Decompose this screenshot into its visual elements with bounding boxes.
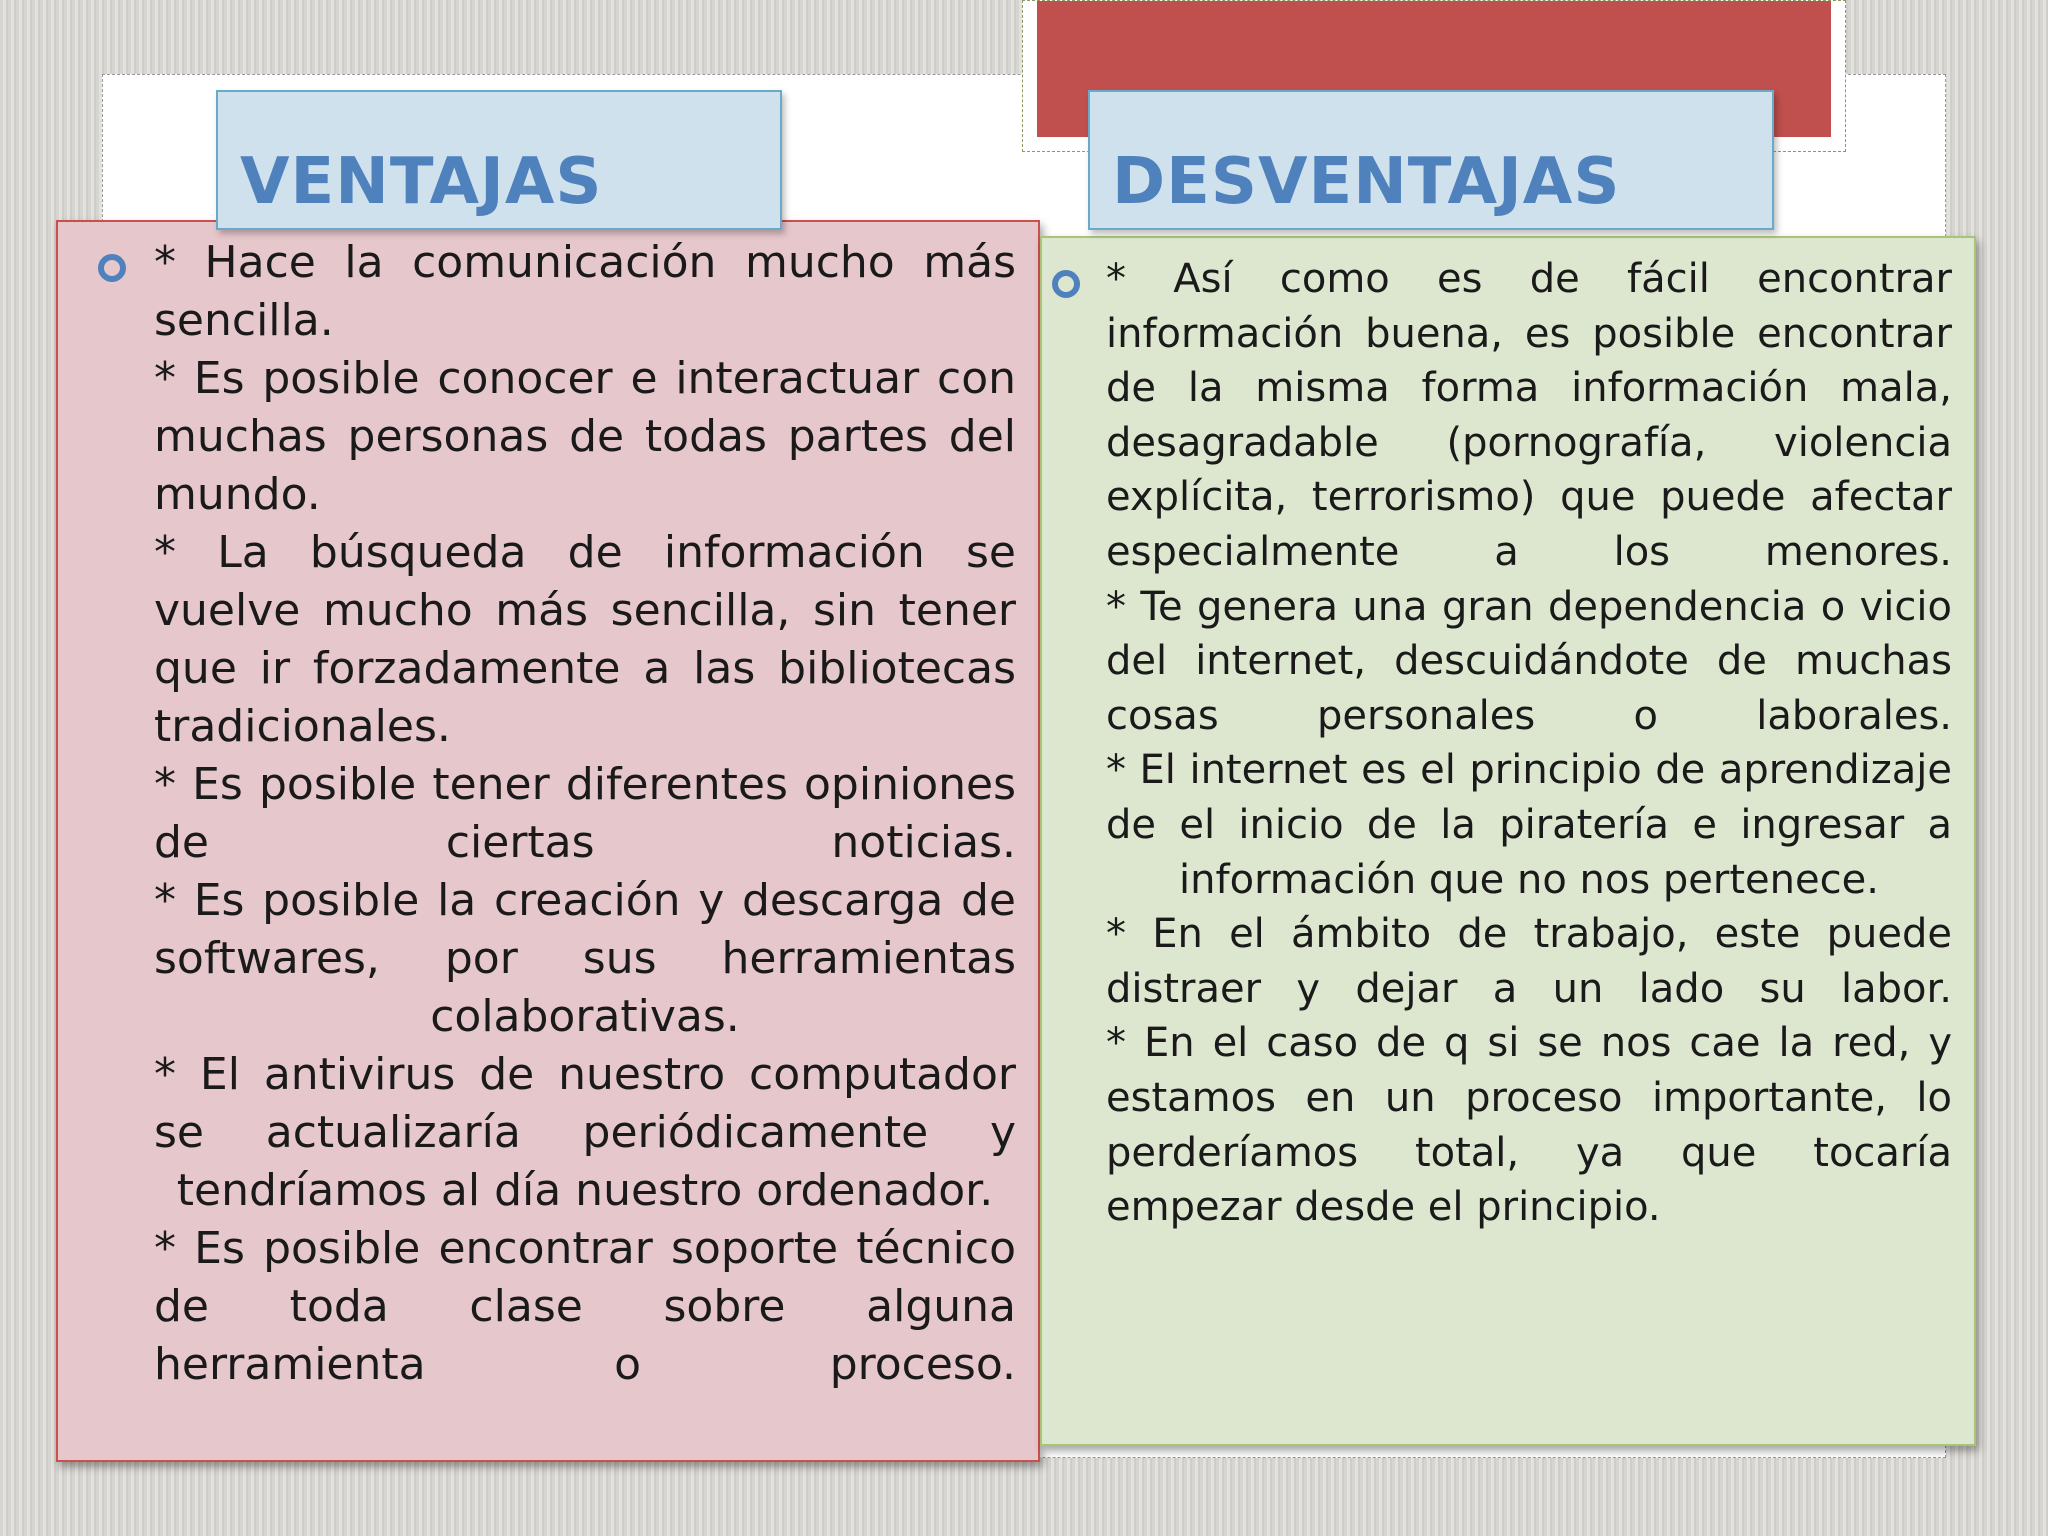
ventajas-item: * Es posible la creación y descarga de softwares, por sus herramientas colaborativas.	[154, 875, 1016, 1042]
desventajas-item: * Te genera una gran dependencia o vicio del internet, descuidándote de muchas cosas personales o laborales.	[1106, 583, 1952, 739]
bullet-icon	[98, 254, 126, 282]
ventajas-item: * La búsqueda de información se vuelve mucho más sencilla, sin tener que ir forzadamente a las bibliotecas tradicionales.	[154, 527, 1016, 752]
desventajas-title: DESVENTAJAS	[1112, 145, 1621, 219]
desventajas-item: * En el ámbito de trabajo, este puede distraer y dejar a un lado su labor.	[1106, 911, 1952, 1012]
ventajas-header	[216, 90, 782, 230]
desventajas-header	[1088, 90, 1774, 230]
ventajas-box	[56, 220, 1040, 1462]
desventajas-box	[1040, 236, 1976, 1446]
ventajas-item: * Es posible conocer e interactuar con muchas personas de todas partes del mundo.	[154, 353, 1016, 520]
bullet-icon	[1052, 270, 1080, 298]
desventajas-item: * El internet es el principio de aprendizaje de el inicio de la piratería e ingresar a información que no nos pertenece.	[1106, 747, 1952, 903]
ventajas-item: * Es posible encontrar soporte técnico de toda clase sobre alguna herramienta o proceso.	[154, 1223, 1016, 1390]
ventajas-item: * Hace la comunicación mucho más sencilla.	[154, 237, 1016, 346]
ventajas-list	[154, 234, 1016, 1394]
ventajas-title: VENTAJAS	[240, 145, 603, 219]
desventajas-item: * En el caso de q si se nos cae la red, y estamos en un proceso importante, lo perderíamos total, ya que tocaría empezar desde el principio.	[1106, 1020, 1952, 1231]
ventajas-item: * Es posible tener diferentes opiniones de ciertas noticias.	[154, 759, 1016, 868]
desventajas-item: * Así como es de fácil encontrar información buena, es posible encontrar de la misma forma información mala, desagradable (pornografía, violencia explícita, terrorismo) que puede afectar especialmente a los menores.	[1106, 256, 1952, 575]
ventajas-item: * El antivirus de nuestro computador se actualizaría periódicamente y tendríamos al día nuestro ordenador.	[154, 1049, 1016, 1216]
desventajas-list	[1106, 252, 1952, 1235]
